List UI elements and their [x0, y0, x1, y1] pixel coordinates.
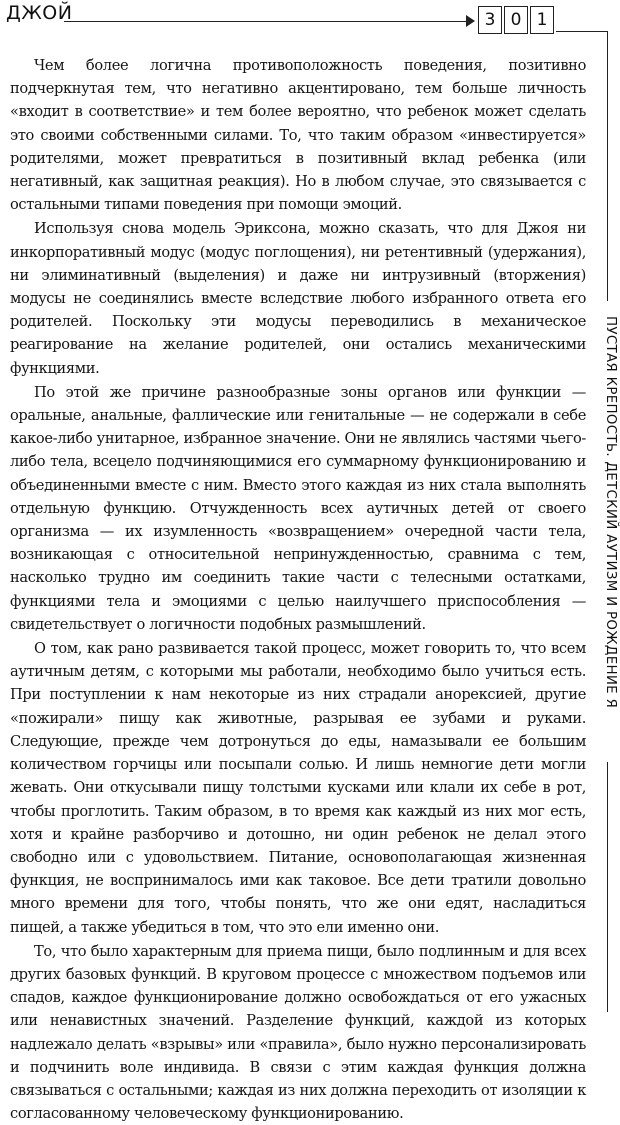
paragraph: То, что было характерным для приема пищи, было подлинным и для всех других базовых функций. В круговом процессе с множеством подъемов или спадов, каждое функционирование должно освобождаться от его ужасных или ненавистных значений. Разделение функций, каждой из которых надлежало делать «взрывы» или «правила», было нужно персонализировать и подчинить воле индивида. В связи с этим каждая функция должна связываться с остальными; каждая из них должна переходить от изоляции к согласованному человеческому функционированию.	[10, 942, 586, 1123]
paragraph: Используя снова модель Эриксона, можно сказать, что для Джоя ни инкорпоративный модус (модус поглощения), ни ретентивный (удержания), ни элиминативный (выделения) и даже ни интрузивный (вторжения) модусы не соединялись вместе вследствие любого избранного ответа его родителей. Поскольку эти модусы переводились в механическое реагирование на желание родителей, они остались механическими функциями.	[10, 220, 586, 377]
header-arrow-icon	[466, 15, 475, 27]
margin-rule	[607, 762, 608, 1012]
book-title-vertical: ПУСТАЯ КРЕПОСТЬ. ДЕТСКИЙ АУТИЗМ И РОЖДЕНИЕ Я	[603, 316, 618, 709]
paragraph: Чем более логична противоположность поведения, позитивно подчеркнутая тем, что негативно акцентировано, тем больше личность «входит в соответствие» и тем более вероятно, что ребенок может сделать это своими собственными силами. То, что таким образом «инвестируется» родителями, может превратиться в позитивный вклад ребенка (или негативный, как защитная реакция). Но в любом случае, это связывается с остальными типами поведения при помощи эмоций.	[10, 57, 586, 214]
paragraph: По этой же причине разнообразные зоны органов или функции — оральные, анальные, фаллические или генитальные — не содержали в себе какое-либо унитарное, избранное значение. Они не являлись частями чьего-либо тела, всецело подчиняющимися его суммарному функционированию и объединенными вместе с ним. Вместо этого каждая из них стала выполнять отдельную функцию. Отчужденность всех аутичных детей от своего организма — их изумленность «возвращением» очередной части тела, возникающая с относительной непринужденностью, сравнима с тем, насколько трудно им соединить такие части с телесными остатками, функциями тела и эмоциями с целью наилучшего приспособления — свидетельствует о логичности подобных размышлений.	[10, 383, 586, 633]
page-number	[478, 6, 554, 34]
margin-rule	[607, 31, 608, 301]
page-number-digit: 0	[504, 6, 528, 34]
page-number-digit: 1	[530, 6, 554, 34]
page-number-digit: 3	[478, 6, 502, 34]
header-rule	[64, 21, 470, 22]
paragraph: О том, как рано развивается такой процесс, может говорить то, что всем аутичным детям, с которыми мы работали, необходимо было учиться есть. При поступлении к нам некоторые из них страдали анорексией, другие «пожирали» пищу как животные, разрывая ее зубами и руками. Следующие, прежде чем дотронуться до еды, намазывали ее большим количеством горчицы или посыпали солью. И лишь немногие дети могли жевать. Они откусывали пищу толстыми кусками или клали их себе в рот, чтобы проглотить. Таким образом, в то время как каждый из них мог есть, хотя и крайне разборчиво и дотошно, ни один ребенок не делал этого свободно или с удовольствием. Питание, основополагающая жизненная функция, не воспринималось ими как таковое. Все дети тратили довольно много времени для того, чтобы понять, что же они едят, насладиться пищей, а также убедиться в том, что это ели именно они.	[10, 640, 586, 936]
body-text	[10, 54, 586, 1125]
running-head: ДЖОЙ	[6, 2, 73, 24]
margin-rule	[556, 31, 608, 32]
